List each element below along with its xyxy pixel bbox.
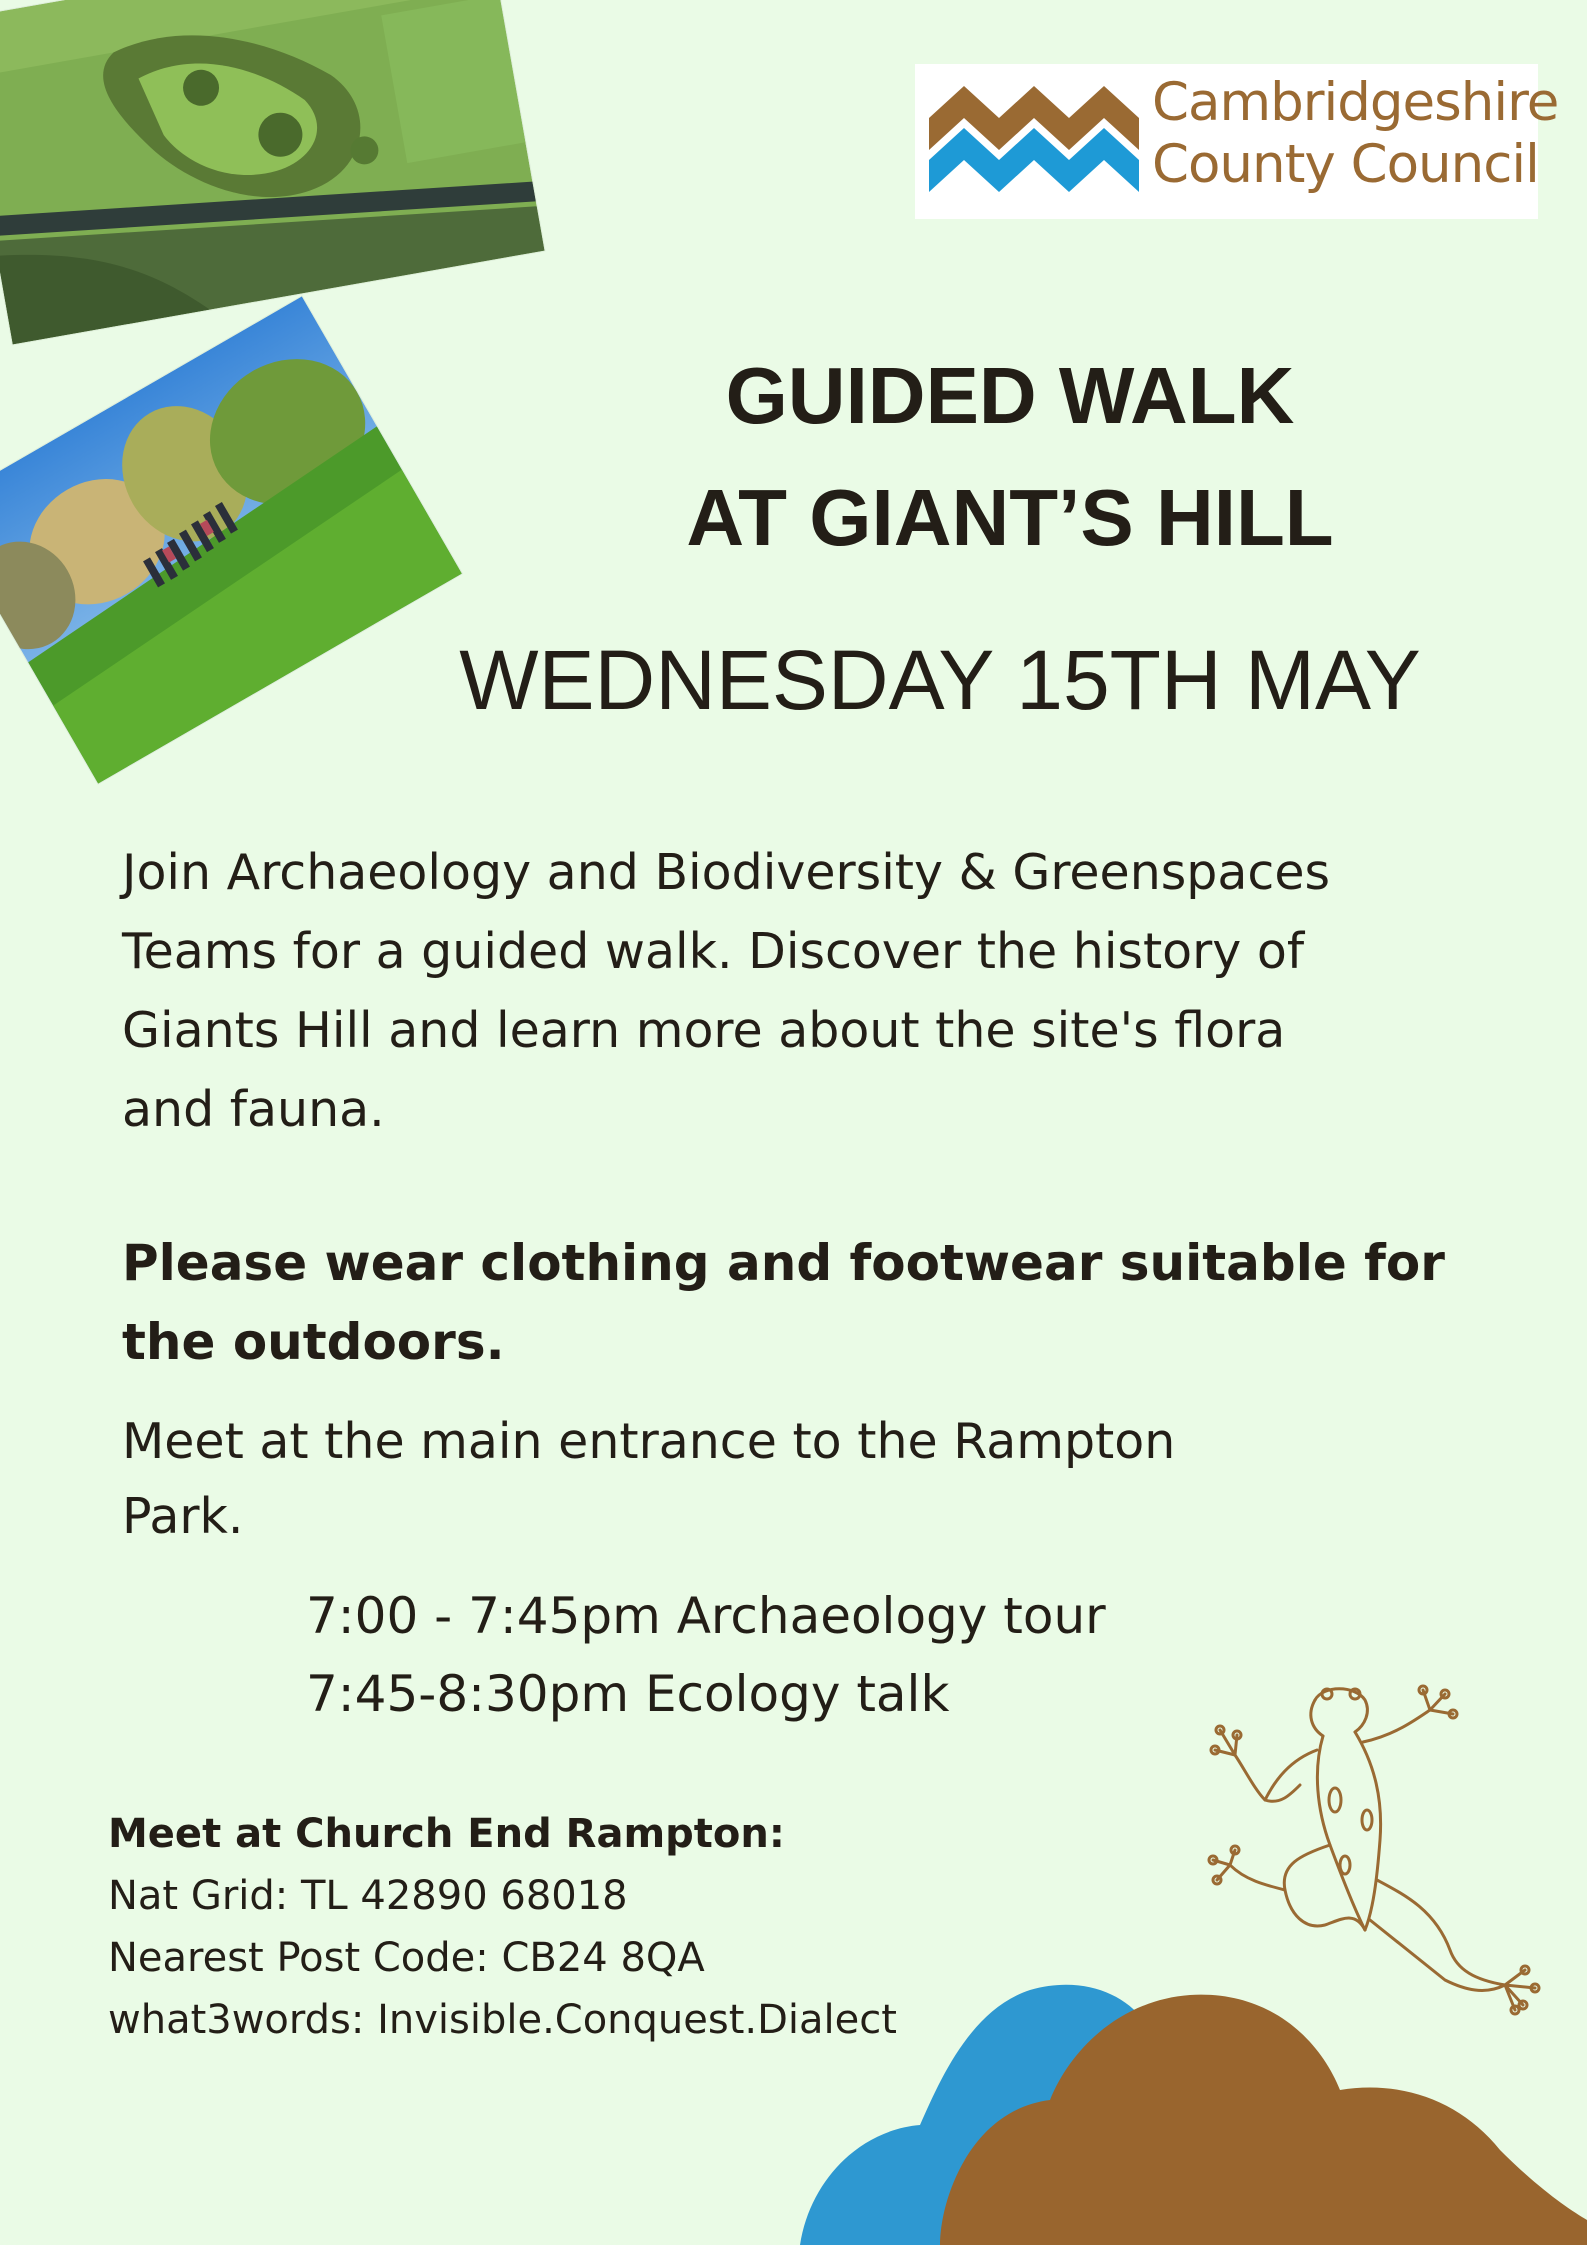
logo-line-2: County Council <box>1152 134 1539 195</box>
what3words-address: what3words: Invisible.Conquest.Dialect <box>108 1997 897 2043</box>
event-date: WEDNESDAY 15TH MAY <box>459 633 1421 727</box>
intro-line: and fauna. <box>122 1081 385 1138</box>
intro-line: Giants Hill and learn more about the site's flora <box>122 1002 1286 1059</box>
aerial-photo <box>0 0 545 344</box>
advice-line: Please wear clothing and footwear suitable for <box>122 1234 1445 1292</box>
event-title <box>580 335 1440 579</box>
council-logo <box>915 64 1559 219</box>
aerial-photo-image <box>0 0 545 344</box>
meet-line: Park. <box>122 1488 244 1545</box>
meet-line: Meet at the main entrance to the Rampton <box>122 1413 1176 1470</box>
council-logo-mark-icon <box>929 78 1139 198</box>
intro-line: Join Archaeology and Biodiversity & Greenspaces <box>122 844 1331 901</box>
schedule-item-ecology: 7:45-8:30pm Ecology talk <box>306 1665 950 1723</box>
intro-line: Teams for a guided walk. Discover the history of <box>122 923 1305 980</box>
meeting-point <box>122 1404 1262 1554</box>
event-schedule <box>306 1577 1306 1733</box>
frog-outline-icon <box>1205 1680 1570 2025</box>
intro-paragraph <box>122 833 1462 1149</box>
post-code: Nearest Post Code: CB24 8QA <box>108 1935 705 1981</box>
decorative-blobs <box>800 1980 1587 2245</box>
event-title-line-1: GUIDED WALK <box>725 351 1295 440</box>
council-logo-text <box>1152 72 1558 196</box>
event-title-line-2: AT GIANT’S HILL <box>686 473 1334 562</box>
clothing-advice <box>122 1224 1462 1382</box>
advice-line: the outdoors. <box>122 1313 505 1371</box>
grid-reference: Nat Grid: TL 42890 68018 <box>108 1873 628 1919</box>
location-heading: Meet at Church End Rampton: <box>108 1811 785 1857</box>
logo-line-1: Cambridgeshire <box>1152 72 1559 133</box>
schedule-item-archaeology: 7:00 - 7:45pm Archaeology tour <box>306 1587 1106 1645</box>
